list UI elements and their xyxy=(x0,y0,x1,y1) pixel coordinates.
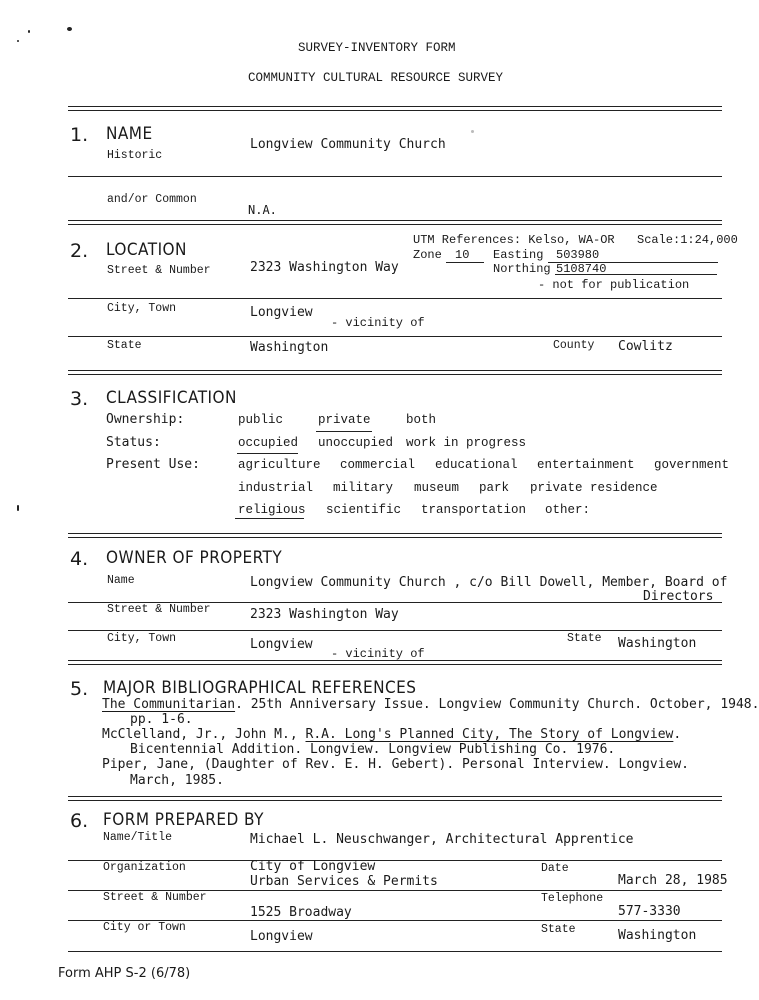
section-title: NAME xyxy=(106,124,153,144)
owner-state-value: Washington xyxy=(618,636,697,651)
preparer-name-value: Michael L. Neuschwanger, Architectural Apprentice xyxy=(250,832,634,847)
section-number: 5. xyxy=(70,678,89,700)
ownership-public: public xyxy=(238,413,284,427)
use-military: military xyxy=(333,481,394,495)
scan-speck xyxy=(17,40,19,42)
status-label: Status: xyxy=(106,435,161,450)
common-label: and/or Common xyxy=(107,193,197,206)
preparer-street-label: Street & Number xyxy=(103,891,207,904)
divider xyxy=(68,660,722,665)
reference-1-cont: pp. 1-6. xyxy=(130,712,193,727)
reference-1 xyxy=(102,697,759,712)
date-label: Date xyxy=(541,862,569,875)
owner-name-value: Longview Community Church , c/o Bill Dowell, Member, Board of xyxy=(250,575,728,590)
county-value: Cowlitz xyxy=(618,339,673,354)
preparer-state-value: Washington xyxy=(618,928,697,943)
divider xyxy=(68,336,722,337)
northing-underline xyxy=(555,274,717,275)
historic-value: Longview Community Church xyxy=(250,137,446,152)
selection-underline xyxy=(316,431,372,432)
use-park: park xyxy=(479,481,510,495)
section-number: 4. xyxy=(70,548,89,570)
organization-label: Organization xyxy=(103,861,186,874)
preparer-city-label: City or Town xyxy=(103,921,186,934)
use-educational: educational xyxy=(435,458,518,472)
scan-speck xyxy=(67,27,72,31)
reference-2 xyxy=(102,727,681,742)
state-label: State xyxy=(107,339,142,352)
divider xyxy=(68,106,722,111)
use-other: other: xyxy=(545,503,591,517)
preparer-state-label: State xyxy=(541,923,576,936)
section-number: 3. xyxy=(70,388,89,410)
preparer-city-value: Longview xyxy=(250,929,313,944)
selection-underline xyxy=(237,453,298,454)
vicinity-text: - vicinity of xyxy=(331,316,425,330)
use-entertainment: entertainment xyxy=(537,458,635,472)
use-commercial: commercial xyxy=(340,458,416,472)
use-religious-selected: religious xyxy=(238,503,306,517)
ownership-label: Ownership: xyxy=(106,412,185,427)
section-title: LOCATION xyxy=(106,240,187,260)
reference-2-cont: Bicentennial Addition. Longview. Longview Publishing Co. 1976. xyxy=(130,742,616,757)
section-title: OWNER OF PROPERTY xyxy=(106,548,283,568)
owner-street-label: Street & Number xyxy=(107,603,211,616)
northing-value: 5108740 xyxy=(556,262,607,276)
reference-3: Piper, Jane, (Daughter of Rev. E. H. Gebert). Personal Interview. Longview. xyxy=(102,757,689,772)
owner-vicinity: - vicinity of xyxy=(331,647,425,661)
owner-name-label: Name xyxy=(107,574,135,587)
present-use-label: Present Use: xyxy=(106,457,200,472)
owner-street-value: 2323 Washington Way xyxy=(250,607,399,622)
owner-city-value: Longview xyxy=(250,637,313,652)
use-government: government xyxy=(654,458,730,472)
zone-value: 10 xyxy=(455,248,470,262)
section-title: MAJOR BIBLIOGRAPHICAL REFERENCES xyxy=(103,678,417,698)
divider xyxy=(68,796,722,801)
divider xyxy=(68,176,722,177)
use-transportation: transportation xyxy=(421,503,527,517)
street-value: 2323 Washington Way xyxy=(250,260,399,275)
selection-underline xyxy=(235,518,304,519)
city-value: Longview xyxy=(250,305,313,320)
scan-speck xyxy=(28,30,30,33)
divider xyxy=(68,220,722,225)
divider xyxy=(68,630,722,631)
divider xyxy=(68,951,722,952)
zone-label: Zone xyxy=(413,248,442,262)
scan-speck xyxy=(17,505,19,511)
status-unoccupied: unoccupied xyxy=(318,436,394,450)
status-occupied-selected: occupied xyxy=(238,436,299,450)
reference-1-title: The Communitarian xyxy=(102,697,236,712)
zone-underline xyxy=(446,262,484,263)
use-private-residence: private residence xyxy=(530,481,658,495)
section-number: 1. xyxy=(70,124,89,146)
reference-1-details: . 25th Anniversary Issue. Longview Community Church. October, 1948. xyxy=(235,697,759,712)
state-value: Washington xyxy=(250,340,329,355)
preparer-street-value: 1525 Broadway xyxy=(250,905,352,920)
common-value: N.A. xyxy=(248,203,277,217)
reference-3-cont: March, 1985. xyxy=(130,773,224,788)
use-agriculture: agriculture xyxy=(238,458,321,472)
divider xyxy=(68,298,722,299)
county-label: County xyxy=(553,339,595,352)
telephone-value: 577-3330 xyxy=(618,904,681,919)
use-industrial: industrial xyxy=(238,481,314,495)
ownership-both: both xyxy=(406,413,437,427)
easting-value: 503980 xyxy=(556,248,600,262)
scan-speck xyxy=(471,130,474,133)
section-title: FORM PREPARED BY xyxy=(103,810,264,830)
organization-value-1: City of Longview xyxy=(250,859,376,874)
owner-city-label: City, Town xyxy=(107,632,177,645)
historic-label: Historic xyxy=(107,149,163,162)
form-title: SURVEY-INVENTORY FORM xyxy=(298,41,456,55)
ownership-private-selected: private xyxy=(318,413,371,427)
owner-state-label: State xyxy=(567,632,602,645)
form-id: Form AHP S-2 (6/78) xyxy=(58,966,191,981)
utm-references: UTM References: Kelso, WA-OR xyxy=(413,233,615,247)
reference-2-author: McClelland, Jr., John M., xyxy=(102,727,306,742)
street-label: Street & Number xyxy=(107,264,211,277)
status-work-in-progress: work in progress xyxy=(406,436,527,450)
section-number: 6. xyxy=(70,810,89,832)
use-scientific: scientific xyxy=(326,503,402,517)
owner-name-value-cont: Directors xyxy=(643,589,714,604)
easting-label: Easting xyxy=(493,248,544,262)
telephone-label: Telephone xyxy=(541,892,604,905)
divider xyxy=(68,533,722,538)
utm-scale: Scale:1:24,000 xyxy=(637,233,738,247)
reference-2-title: R.A. Long's Planned City, The Story of Longview xyxy=(305,727,674,742)
use-museum: museum xyxy=(414,481,460,495)
northing-label: Northing xyxy=(493,262,551,276)
divider xyxy=(68,370,722,375)
date-value: March 28, 1985 xyxy=(618,873,728,888)
reference-2-end: . xyxy=(673,727,682,742)
city-label: City, Town xyxy=(107,302,177,315)
form-subtitle: COMMUNITY CULTURAL RESOURCE SURVEY xyxy=(248,71,504,85)
section-title: CLASSIFICATION xyxy=(106,388,237,408)
not-for-publication: - not for publication xyxy=(538,278,690,292)
organization-value-2: Urban Services & Permits xyxy=(250,874,438,889)
preparer-name-label: Name/Title xyxy=(103,831,173,844)
section-number: 2. xyxy=(70,240,89,262)
